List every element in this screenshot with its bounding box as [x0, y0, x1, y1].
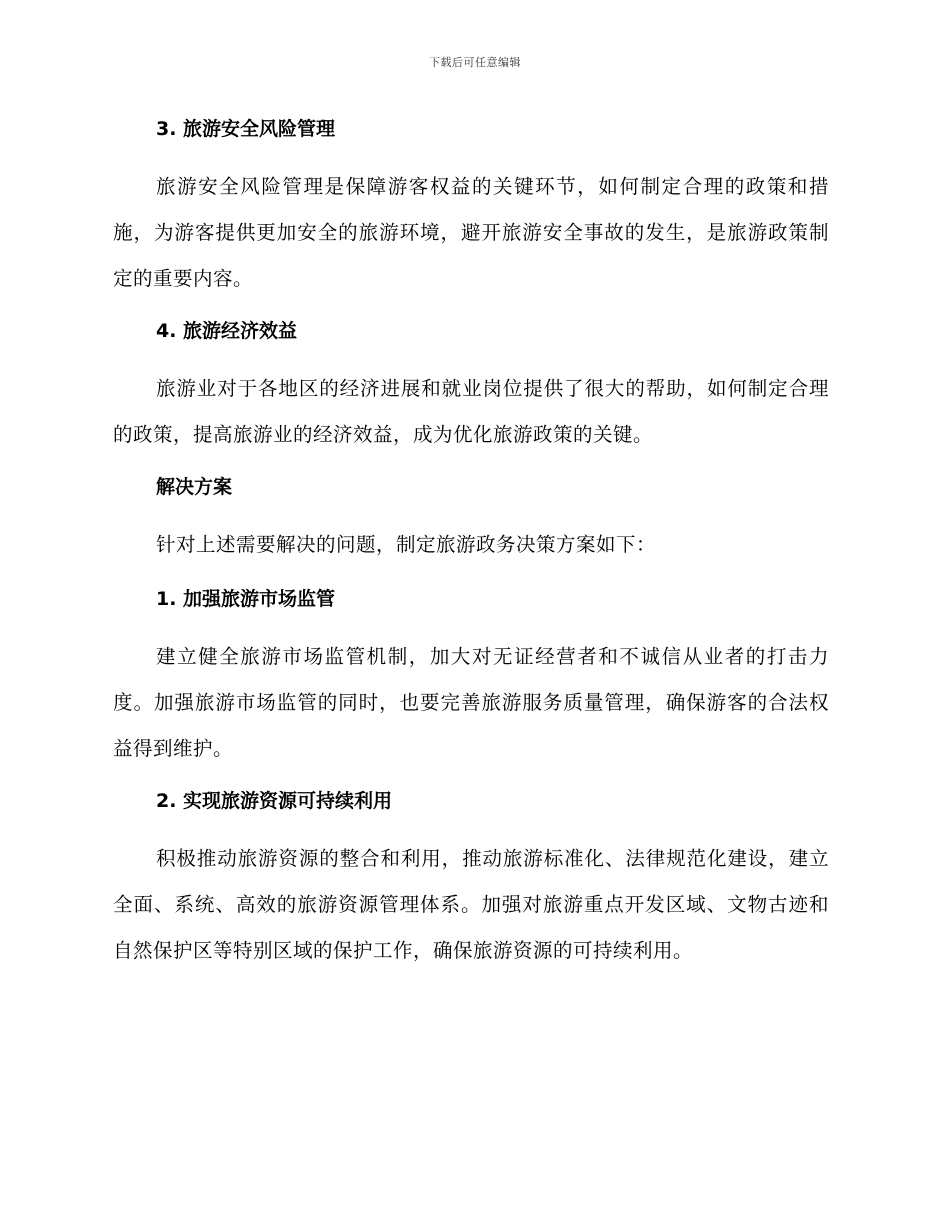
section-heading-safety-risk: 3. 旅游安全风险管理: [156, 118, 336, 140]
section-heading-market-supervision: 1. 加强旅游市场监管: [156, 588, 336, 610]
paragraph-economic-benefit: 旅游业对于各地区的经济进展和就业岗位提供了很大的帮助，如何制定合理的政策，提高旅游业的经济效益，成为优化旅游政策的关键。: [113, 377, 829, 446]
paragraph-market-supervision: 建立健全旅游市场监管机制，加大对无证经营者和不诚信从业者的打击力度。加强旅游市场监管的同时，也要完善旅游服务质量管理，确保游客的合法权益得到维护。: [113, 645, 829, 760]
paragraph-solution-intro: 针对上述需要解决的问题，制定旅游政务决策方案如下：: [156, 533, 657, 556]
document-body: [113, 112, 829, 986]
section-heading-economic-benefit: 4. 旅游经济效益: [156, 320, 298, 342]
header-note: 下载后可任意编辑: [429, 56, 521, 69]
section-heading-solution: 解决方案: [156, 476, 233, 498]
section-heading-sustainable-use: 2. 实现旅游资源可持续利用: [156, 790, 393, 812]
paragraph-safety-risk: 旅游安全风险管理是保障游客权益的关键环节，如何制定合理的政策和措施，为游客提供更加安全的旅游环境，避开旅游安全事故的发生，是旅游政策制定的重要内容。: [113, 175, 829, 290]
paragraph-sustainable-use: 积极推动旅游资源的整合和利用，推动旅游标准化、法律规范化建设，建立全面、系统、高效的旅游资源管理体系。加强对旅游重点开发区域、文物古迹和自然保护区等特别区域的保护工作，确保旅游资源的可持续利用。: [113, 847, 829, 962]
